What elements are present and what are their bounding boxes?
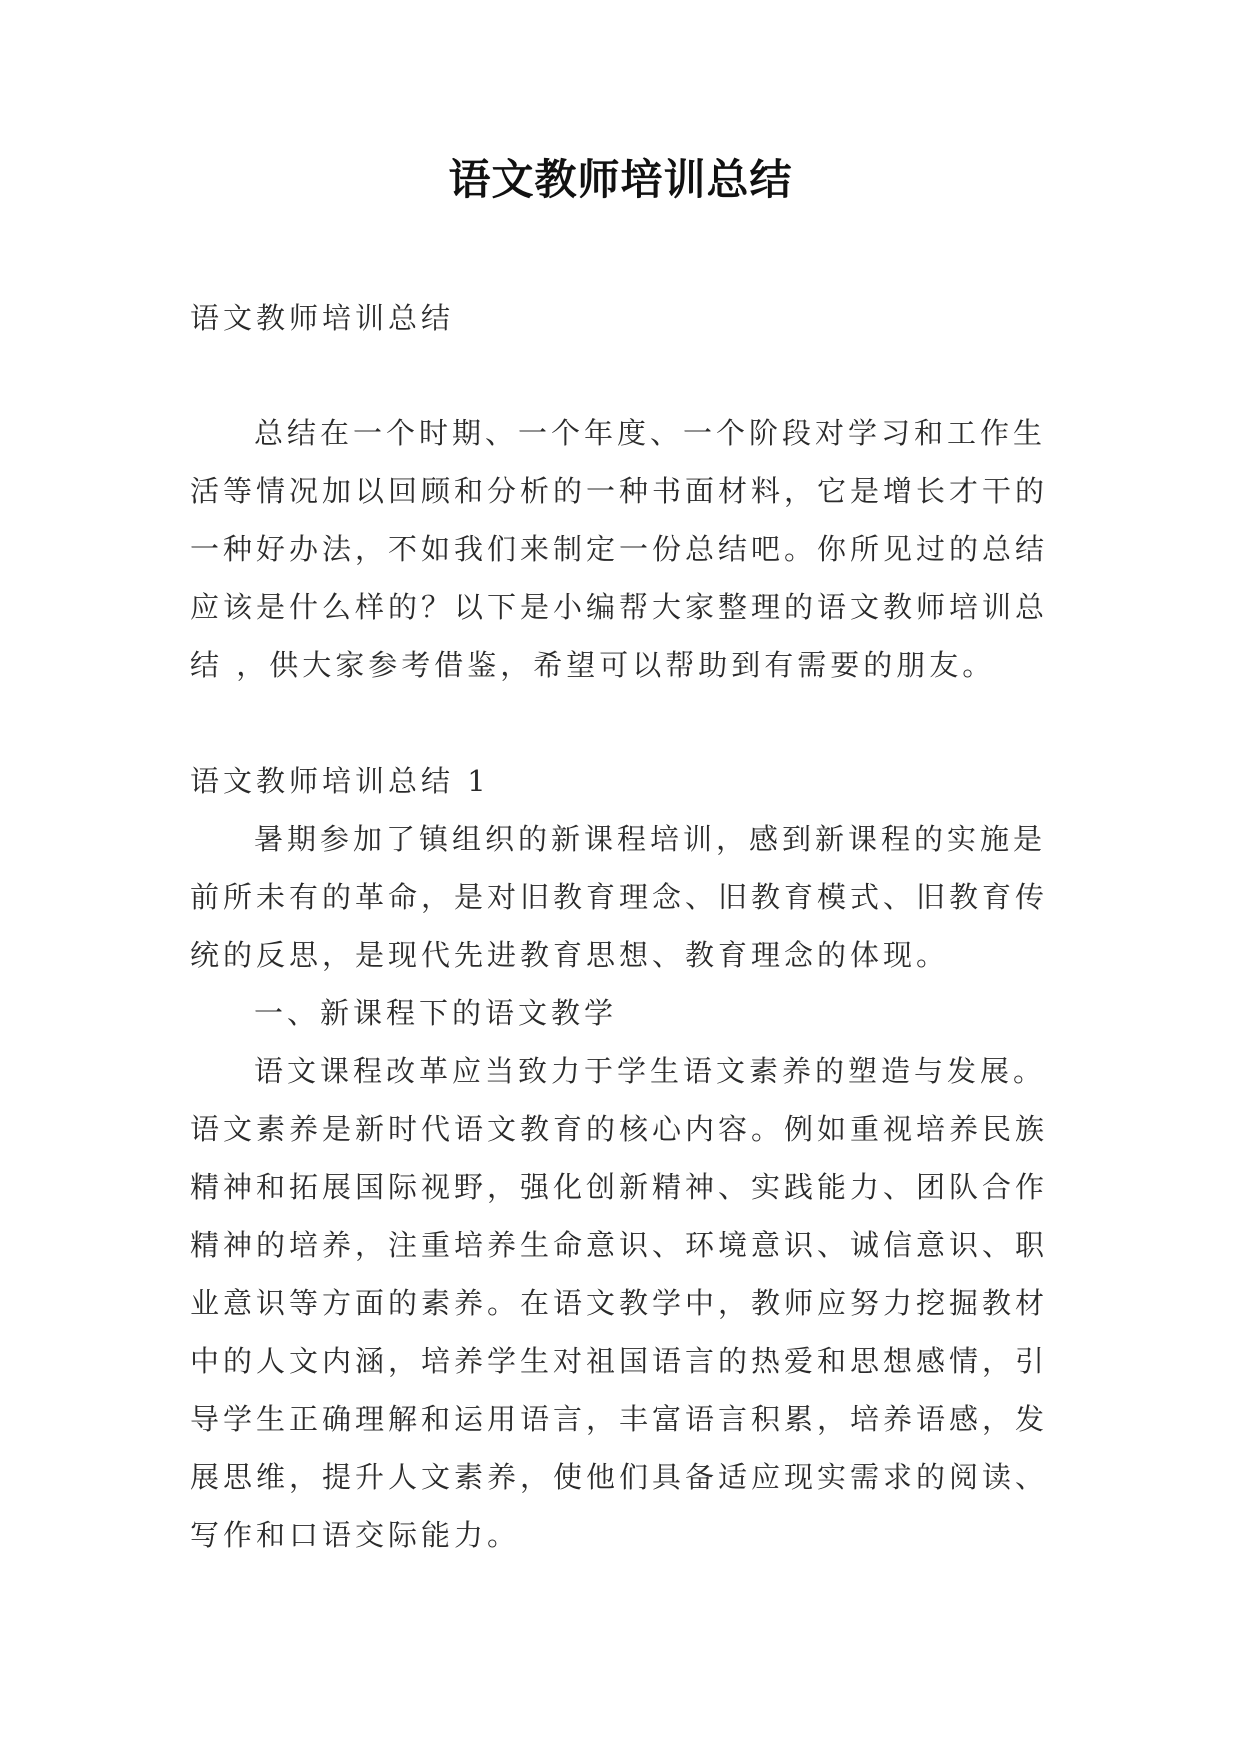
intro-paragraph: 总结在一个时期、一个年度、一个阶段对学习和工作生活等情况加以回顾和分析的一种书面材料，它是增长才干的一种好办法，不如我们来制定一份总结吧。你所见过的总结应该是什么样的？以下是小编帮大家整理的语文教师培训总结 ，供大家参考借鉴，希望可以帮助到有需要的朋友。 [190, 416, 1049, 682]
document-title: 语文教师培训总结 [448, 155, 793, 204]
section-paragraph: 暑期参加了镇组织的新课程培训，感到新课程的实施是前所未有的革命，是对旧教育理念、旧教育模式、旧教育传统的反思，是现代先进教育思想、教育理念的体现。 [190, 822, 1049, 972]
section-title: 语文教师培训总结 1 [190, 764, 490, 798]
section-heading: 一、新课程下的语文教学 [254, 996, 618, 1030]
document-subtitle: 语文教师培训总结 [190, 301, 455, 335]
section-paragraph: 语文课程改革应当致力于学生语文素养的塑造与发展。语文素养是新时代语文教育的核心内容。例如重视培养民族精神和拓展国际视野，强化创新精神、实践能力、团队合作精神的培养，注重培养生命意识、环境意识、诚信意识、职业意识等方面的素养。在语文教学中，教师应努力挖掘教材中的人文内涵，培养学生对祖国语言的热爱和思想感情，引导学生正确理解和运用语言，丰富语言积累，培养语感，发展思维，提升人文素养，使他们具备适应现实需求的阅读、写作和口语交际能力。 [190, 1054, 1049, 1552]
